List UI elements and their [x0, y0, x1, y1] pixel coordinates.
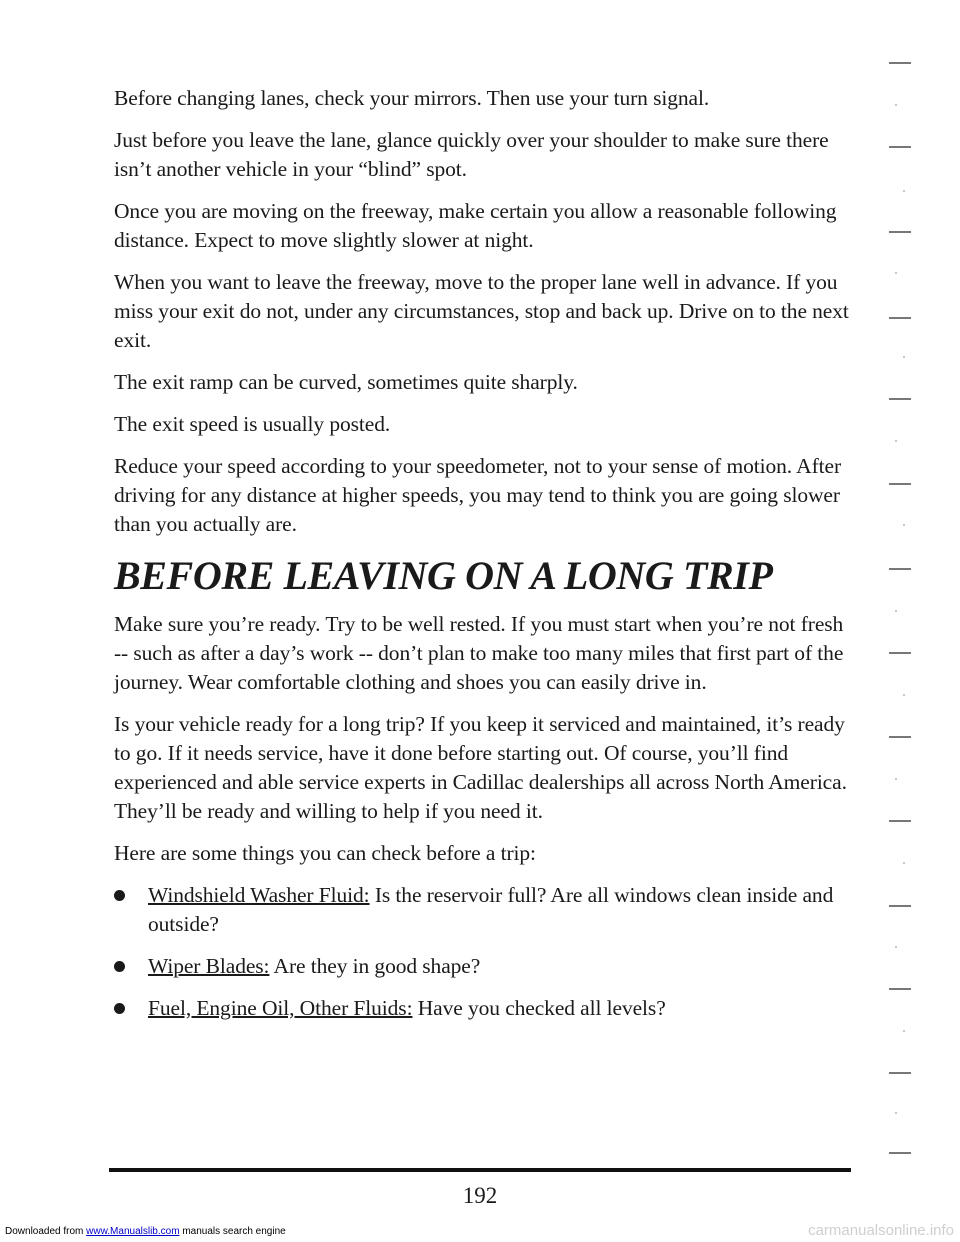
- edge-dot: [895, 610, 897, 612]
- edge-mark: [889, 1152, 911, 1154]
- edge-mark: [889, 736, 911, 738]
- edge-dot: [895, 1112, 897, 1114]
- edge-mark: [889, 988, 911, 990]
- paragraph-be-ready: Make sure you’re ready. Try to be well rested. If you must start when you’re not fresh -- such as after a day’s work -- don’t plan to make too many miles that first part of the journey. Wear comfortable clothing and shoes you can easily drive in.: [114, 612, 844, 694]
- edge-dot: [895, 104, 897, 106]
- edge-mark: [889, 398, 911, 400]
- page-content: [114, 84, 854, 1036]
- source-prefix: Downloaded from: [5, 1226, 84, 1237]
- edge-mark: [889, 652, 911, 654]
- trip-checklist: [114, 881, 854, 1023]
- edge-mark: [889, 62, 911, 64]
- edge-dot: [903, 356, 905, 358]
- list-item: [114, 952, 854, 981]
- paragraph-exit-ramp: The exit ramp can be curved, sometimes quite sharply.: [114, 370, 578, 394]
- bullet-icon: [114, 1003, 125, 1014]
- edge-dot: [895, 946, 897, 948]
- paragraph-blind-spot: Just before you leave the lane, glance quickly over your shoulder to make sure there isn’t another vehicle in your “blind” spot.: [114, 128, 829, 181]
- checklist-label: Windshield Washer Fluid:: [148, 883, 370, 907]
- edge-dot: [895, 778, 897, 780]
- edge-dot: [903, 694, 905, 696]
- checklist-text: Have you checked all levels?: [412, 996, 666, 1020]
- checklist-text: Is the reservoir full? Are all windows clean inside and outside?: [148, 883, 834, 936]
- edge-mark: [889, 483, 911, 485]
- paragraph-exit-speed: The exit speed is usually posted.: [114, 412, 391, 436]
- edge-dot: [903, 1030, 905, 1032]
- edge-mark: [889, 231, 911, 233]
- footer-rule: [109, 1168, 851, 1172]
- list-item: [114, 881, 854, 939]
- edge-dot: [895, 272, 897, 274]
- paragraph-following-distance: Once you are moving on the freeway, make certain you allow a reasonable following distance. Expect to move slightly slower at night.: [114, 199, 837, 252]
- edge-mark: [889, 317, 911, 319]
- section-heading: BEFORE LEAVING ON A LONG TRIP: [114, 553, 773, 598]
- edge-mark: [889, 568, 911, 570]
- bullet-icon: [114, 890, 125, 901]
- paragraph-lane-change: Before changing lanes, check your mirrors. Then use your turn signal.: [114, 86, 710, 110]
- checklist-label: Wiper Blades:: [148, 954, 270, 978]
- edge-dot: [903, 190, 905, 192]
- watermark: carmanualsonline.info: [808, 1222, 954, 1239]
- edge-dot: [903, 524, 905, 526]
- edge-dot: [895, 440, 897, 442]
- paragraph-leaving-freeway: When you want to leave the freeway, move to the proper lane well in advance. If you miss your exit do not, under any circumstances, stop and back up. Drive on to the next exit.: [114, 270, 849, 352]
- edge-dot: [903, 862, 905, 864]
- paragraph-reduce-speed: Reduce your speed according to your speedometer, not to your sense of motion. After driving for any distance at higher speeds, you may tend to think you are going slower than you actually are.: [114, 454, 842, 536]
- source-bar: [5, 1226, 286, 1237]
- page-number: 192: [462, 1183, 498, 1208]
- bullet-icon: [114, 961, 125, 972]
- checklist-text: Are they in good shape?: [269, 954, 481, 978]
- checklist-label: Fuel, Engine Oil, Other Fluids:: [148, 996, 413, 1020]
- edge-mark: [889, 146, 911, 148]
- edge-mark: [889, 1072, 911, 1074]
- edge-mark: [889, 820, 911, 822]
- paragraph-checklist-intro: Here are some things you can check before a trip:: [114, 841, 536, 865]
- source-suffix: manuals search engine: [182, 1226, 286, 1237]
- paragraph-vehicle-ready: Is your vehicle ready for a long trip? If you keep it serviced and maintained, it’s ready to go. If it needs service, have it done before starting out. Of course, you’ll find experienced and able service experts in Cadillac dealerships all across North America. They’ll be ready and willing to help if you need it.: [114, 712, 847, 823]
- list-item: [114, 994, 854, 1023]
- edge-mark: [889, 905, 911, 907]
- manualslib-link[interactable]: www.Manualslib.com: [86, 1226, 180, 1237]
